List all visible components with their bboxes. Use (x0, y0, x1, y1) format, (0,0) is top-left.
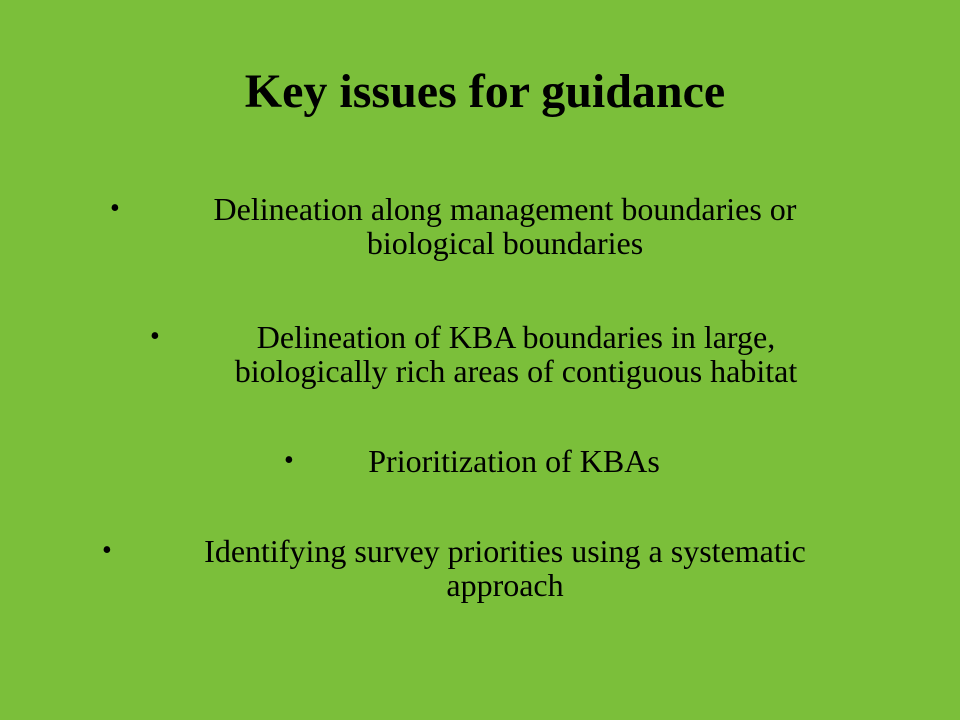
bullet-icon: • (284, 445, 294, 476)
bullet-text-line: Delineation along management boundaries or (213, 191, 797, 227)
bullet-item (150, 320, 860, 388)
bullet-icon: • (150, 321, 160, 352)
bullet-text-line: Prioritization of KBAs (368, 443, 660, 479)
bullet-item (102, 534, 872, 602)
bullet-item (284, 444, 704, 478)
bullet-item (110, 192, 870, 260)
slide-title: Key issues for guidance (244, 65, 726, 118)
bullet-icon: • (102, 535, 112, 566)
bullet-text-line: biological boundaries (366, 225, 644, 261)
bullet-text-line: Identifying survey priorities using a systematic (204, 533, 806, 569)
bullet-text-line: biologically rich areas of contiguous habitat (234, 353, 798, 389)
bullet-text-line: approach (446, 567, 564, 603)
bullet-icon: • (110, 193, 120, 224)
bullet-text-line: Delineation of KBA boundaries in large, (256, 319, 776, 355)
